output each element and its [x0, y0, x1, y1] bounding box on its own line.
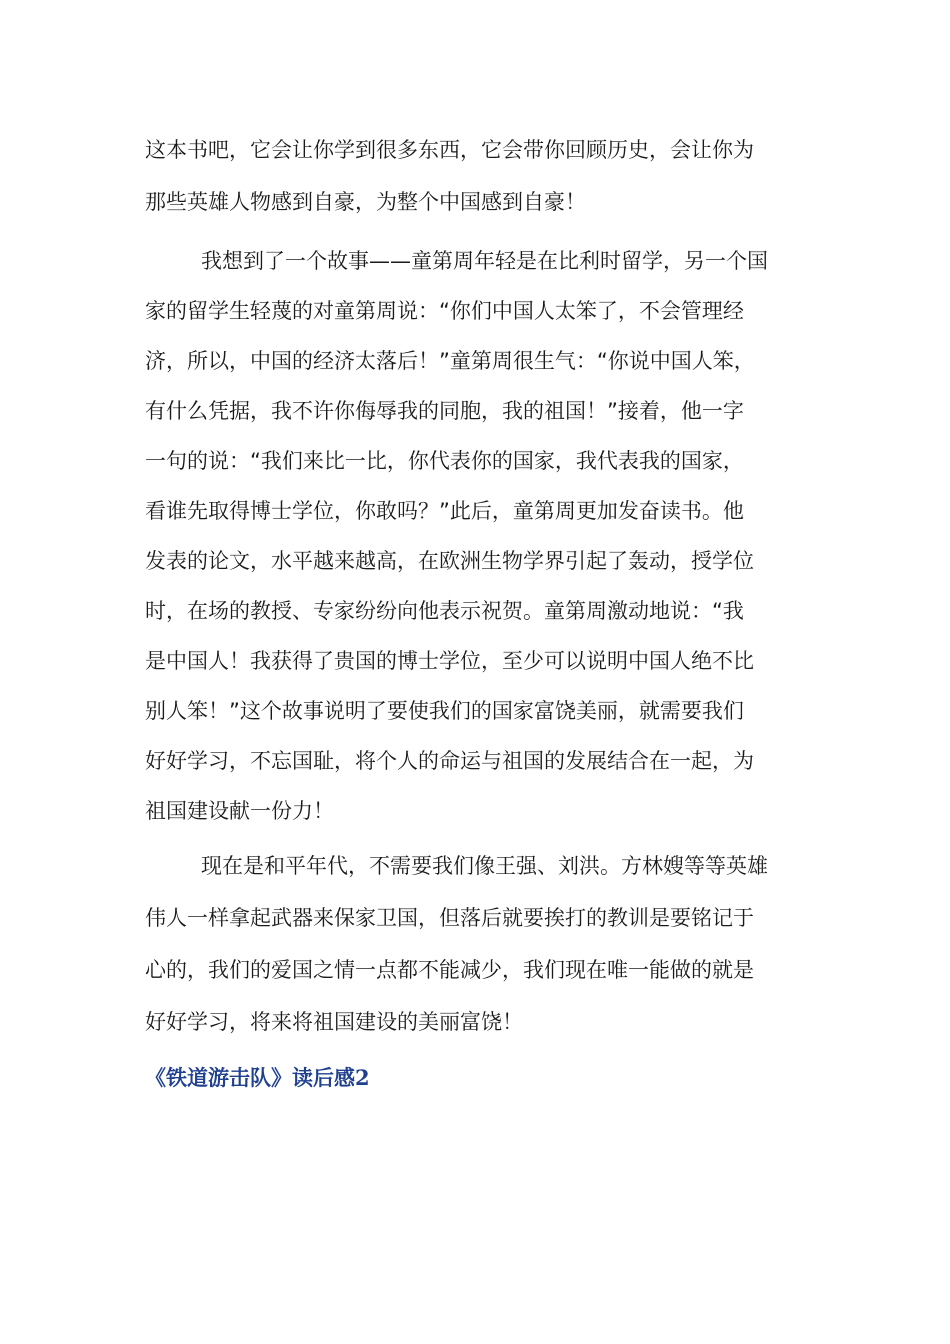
paragraph-line: 一句的说：“我们来比一比，你代表你的国家，我代表我的国家，	[145, 449, 744, 473]
section-heading: 《铁道游击队》读后感2	[145, 1065, 370, 1090]
paragraph-line: 现在是和平年代，不需要我们像王强、刘洪。方林嫂等等英雄	[201, 854, 768, 878]
paragraph-line: 是中国人！我获得了贵国的博士学位，至少可以说明中国人绝不比	[145, 649, 754, 673]
paragraph-line: 祖国建设献一份力！	[145, 799, 334, 823]
paragraph-line: 伟人一样拿起武器来保家卫国，但落后就要挨打的教训是要铭记于	[145, 906, 754, 930]
paragraph-line: 心的，我们的爱国之情一点都不能减少，我们现在唯一能做的就是	[145, 958, 754, 982]
paragraph-line: 时，在场的教授、专家纷纷向他表示祝贺。童第周激动地说：“我	[145, 599, 744, 623]
paragraph-line: 家的留学生轻蔑的对童第周说：“你们中国人太笨了，不会管理经	[145, 299, 744, 323]
paragraph-line: 看谁先取得博士学位，你敢吗？”此后，童第周更加发奋读书。他	[145, 499, 744, 523]
paragraph-line: 这本书吧，它会让你学到很多东西，它会带你回顾历史，会让你为	[145, 138, 754, 162]
paragraph-line: 好好学习，不忘国耻，将个人的命运与祖国的发展结合在一起，为	[145, 749, 754, 773]
paragraph-line: 别人笨！”这个故事说明了要使我们的国家富饶美丽，就需要我们	[145, 699, 744, 723]
paragraph-line: 我想到了一个故事——童第周年轻是在比利时留学，另一个国	[201, 249, 768, 273]
paragraph-line: 济，所以，中国的经济太落后！”童第周很生气：“你说中国人笨，	[145, 349, 755, 373]
paragraph-line: 发表的论文，水平越来越高，在欧洲生物学界引起了轰动，授学位	[145, 549, 754, 573]
paragraph-line: 那些英雄人物感到自豪，为整个中国感到自豪！	[145, 190, 586, 214]
paragraph-line: 好好学习，将来将祖国建设的美丽富饶！	[145, 1010, 523, 1034]
paragraph-line: 有什么凭据，我不许你侮辱我的同胞，我的祖国！”接着，他一字	[145, 399, 744, 423]
